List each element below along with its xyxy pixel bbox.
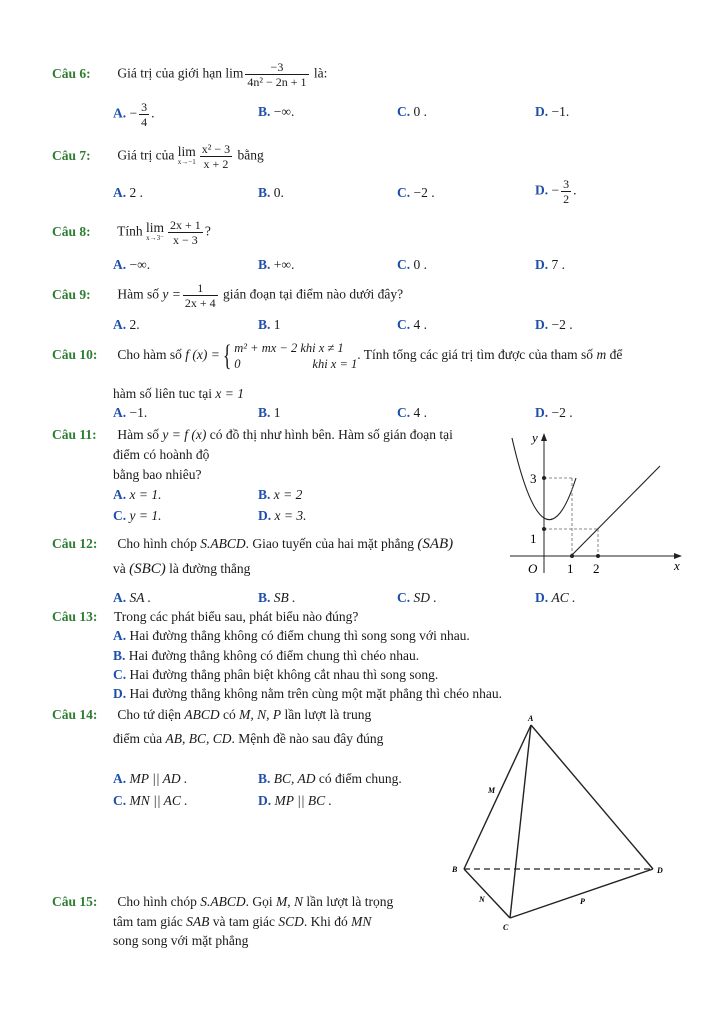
option-letter: B.: [258, 317, 271, 332]
option-value: MP || AD .: [129, 771, 188, 786]
option-letter: C.: [113, 667, 127, 682]
fraction: [561, 177, 571, 206]
question-tail: ?: [204, 223, 211, 239]
question-label: Câu 15:: [52, 894, 98, 909]
question-label: Câu 7:: [52, 147, 91, 163]
option-letter: A.: [113, 487, 127, 502]
question-text: Hàm số: [117, 427, 159, 442]
option-value: −1.: [129, 405, 148, 420]
option-value: Hai đường thẳng không có điểm chung thì song song với nhau.: [129, 628, 470, 643]
option-c[interactable]: [397, 185, 435, 201]
vertex-label-a: A: [528, 714, 534, 723]
option-value: 0.: [273, 185, 284, 200]
math-expr: SAB: [186, 914, 210, 929]
numerator: x² − 3: [201, 142, 231, 156]
option-d[interactable]: [535, 104, 569, 120]
denominator: 4: [141, 115, 148, 129]
option-letter: B.: [258, 590, 271, 605]
question-14: [52, 707, 371, 723]
math-expr: (SAB): [417, 536, 454, 552]
question-text: Trong các phát biểu sau, phát biểu nào đúng?: [114, 609, 359, 624]
question-11-line3: bằng bao nhiêu?: [113, 467, 202, 482]
question-text: Cho tứ diện: [117, 707, 181, 722]
function-name: f (x) =: [185, 347, 220, 363]
option-b[interactable]: [258, 257, 294, 273]
point-label-n: N: [479, 895, 485, 904]
option-letter: C.: [397, 185, 411, 200]
question-label: Câu 12:: [52, 536, 98, 551]
option-value: 2.: [129, 317, 140, 332]
option-value: −2 .: [551, 317, 573, 332]
option-d[interactable]: D. − $\frac{3}{2}$ .: [535, 177, 577, 206]
option-value: Hai đường thẳng không nằm trên cùng một mặt phẳng thì chéo nhau.: [129, 686, 503, 701]
question-7: [52, 142, 264, 171]
option-c[interactable]: [397, 317, 427, 333]
edge-bc: [464, 869, 510, 918]
option-value: −2 .: [551, 405, 573, 420]
option-letter: A.: [113, 771, 127, 786]
math-expr: SCD: [278, 914, 304, 929]
question-8: [52, 218, 211, 247]
question-15-line3: song song với mặt phẳng: [113, 933, 249, 948]
denominator: 2: [563, 192, 570, 206]
option-value: 1: [273, 317, 281, 332]
option-letter: B.: [258, 771, 271, 786]
denominator: 4n² − 2n + 1: [247, 75, 307, 89]
option-letter: D.: [258, 508, 272, 523]
math-expr: ABCD: [184, 707, 220, 722]
lim-operator: [146, 219, 165, 243]
question-tail: . Tính tổng các giá trị tìm được của tham số: [357, 347, 594, 363]
option-a[interactable]: [113, 771, 187, 787]
option-letter: B.: [258, 487, 271, 502]
option-letter: D.: [535, 405, 549, 420]
question-text: Hàm số: [117, 286, 159, 302]
point-label-p: P: [580, 897, 585, 906]
question-label: Câu 13:: [52, 609, 98, 624]
line-text: hàm số liên tuc tại: [113, 386, 212, 401]
option-a[interactable]: [113, 487, 161, 503]
option-b[interactable]: [258, 317, 281, 333]
question-label: Câu 9:: [52, 286, 91, 302]
question-10-line2: [113, 386, 244, 402]
option-b[interactable]: [258, 771, 402, 787]
numerator: 3: [141, 100, 148, 114]
fraction: [200, 142, 232, 171]
option-d[interactable]: [535, 405, 573, 421]
option-letter: C.: [397, 405, 411, 420]
math-expr: x = 1: [215, 386, 244, 401]
option-value: −: [129, 105, 138, 121]
option-value: −2 .: [413, 185, 435, 200]
piecewise: [234, 340, 357, 372]
question-11-line2: điểm có hoành độ: [113, 447, 210, 462]
question-text: Giá trị của giới hạn: [117, 65, 222, 81]
option-letter: A.: [113, 317, 127, 332]
math-expr: N: [294, 894, 304, 909]
question-14-line2: [113, 731, 383, 747]
option-letter: B.: [258, 185, 271, 200]
edge-ab: [464, 725, 531, 869]
question-tail: . Giao tuyến của hai mặt phẳng: [245, 536, 414, 551]
option-c[interactable]: [397, 405, 427, 421]
option-value: 4 .: [413, 405, 427, 420]
option-letter: D.: [535, 590, 549, 605]
option-letter: D.: [535, 257, 549, 272]
line-text: . Mệnh đề nào sau đây đúng: [231, 731, 384, 746]
denominator: x + 2: [203, 157, 229, 171]
lim-operator: [177, 143, 196, 167]
option-value: 2 .: [129, 185, 143, 200]
option-value: SD .: [413, 590, 437, 605]
math-expr: S.ABCD: [200, 894, 246, 909]
math-expr: AB, BC, CD: [165, 731, 232, 746]
option-letter: D.: [258, 793, 272, 808]
tetrahedron-figure: [450, 712, 680, 937]
line-text: lần lượt là trung: [284, 707, 372, 722]
option-letter: D.: [535, 182, 549, 198]
line-text: tâm tam giác: [113, 914, 183, 929]
option-value: BC, AD: [273, 771, 316, 786]
option-value: x = 3.: [274, 508, 307, 523]
option-d[interactable]: [258, 508, 306, 524]
option-c[interactable]: [113, 793, 188, 809]
line-text: và: [113, 561, 126, 576]
option-value: 0 .: [413, 257, 427, 272]
option-a[interactable]: [113, 628, 470, 644]
line-text: và tam giác: [212, 914, 275, 929]
option-value: Hai đường thẳng phân biệt không cắt nhau thì song song.: [129, 667, 439, 682]
tick-label: 1: [567, 561, 574, 576]
option-value: −: [551, 182, 560, 198]
option-letter: A.: [113, 628, 127, 643]
option-d[interactable]: [535, 317, 573, 333]
option-b[interactable]: [258, 405, 281, 421]
option-letter: B.: [258, 257, 271, 272]
option-c[interactable]: [397, 104, 427, 120]
numerator: 3: [563, 177, 570, 191]
option-value: 7 .: [551, 257, 565, 272]
vertex-label-d: D: [657, 866, 663, 875]
option-b[interactable]: [258, 185, 284, 201]
question-text: Giá trị của: [117, 147, 175, 163]
option-value: SB .: [273, 590, 296, 605]
question-9: [52, 281, 403, 310]
question-tail: gián đoạn tại điểm nào dưới đây?: [223, 286, 404, 302]
fraction: [139, 100, 149, 129]
option-letter: A.: [113, 185, 127, 200]
option-letter: A.: [113, 105, 127, 121]
math-expr: MN: [351, 914, 372, 929]
edge-ac: [510, 725, 531, 918]
option-letter: B.: [258, 104, 271, 119]
option-value: SA .: [129, 590, 152, 605]
option-a[interactable]: [113, 590, 151, 606]
tick-label: 1: [530, 531, 537, 546]
tick-label: 3: [530, 471, 537, 486]
option-a[interactable]: [113, 185, 143, 201]
question-label: Câu 8:: [52, 223, 91, 239]
line-text: lần lượt là trọng: [306, 894, 394, 909]
option-value: −∞.: [273, 104, 295, 119]
question-label: Câu 11:: [52, 427, 97, 442]
option-b[interactable]: [258, 104, 294, 120]
point: [596, 554, 600, 558]
line-text: điểm của: [113, 731, 163, 746]
vertex-label-b: B: [452, 865, 458, 874]
option-a[interactable]: A. − $\frac{3}{4}$ .: [113, 100, 155, 129]
option-d[interactable]: [258, 793, 332, 809]
option-letter: B.: [258, 405, 271, 420]
option-letter: D.: [113, 686, 127, 701]
option-a[interactable]: [113, 405, 147, 421]
numerator: −3: [245, 60, 308, 75]
numerator: 2x + 1: [170, 218, 201, 232]
option-value: y = 1.: [129, 508, 162, 523]
option-letter: C.: [397, 104, 411, 119]
option-letter: A.: [113, 257, 127, 272]
question-15-line2: [113, 914, 371, 930]
option-letter: A.: [113, 590, 127, 605]
option-value: AC .: [551, 590, 576, 605]
option-value: 0 .: [413, 104, 427, 119]
question-text: Cho hàm số: [117, 347, 182, 363]
option-value: MP || BC .: [274, 793, 332, 808]
option-c[interactable]: [113, 667, 438, 683]
option-d[interactable]: [535, 257, 565, 273]
denominator: 2x + 4: [184, 296, 216, 310]
math-expr: M, N, P: [239, 707, 282, 722]
numerator: 1: [183, 281, 218, 296]
question-11: [52, 427, 453, 443]
question-end: để: [609, 347, 623, 363]
point: [570, 554, 574, 558]
tick-label: 2: [593, 561, 600, 576]
option-a[interactable]: [113, 317, 140, 333]
option-c[interactable]: [397, 257, 427, 273]
line-text: có: [222, 707, 236, 722]
lim-word: lim: [177, 143, 196, 159]
fraction: [168, 218, 203, 247]
question-text: Cho hình chóp: [117, 894, 197, 909]
option-value: có điểm chung.: [318, 771, 402, 786]
option-d[interactable]: [535, 590, 576, 606]
math-expr: M: [276, 894, 288, 909]
option-c[interactable]: [113, 508, 161, 524]
x-axis-label: x: [674, 558, 680, 573]
option-value: x = 1.: [129, 487, 162, 502]
option-letter: C.: [397, 317, 411, 332]
question-12: [52, 536, 453, 553]
line-branch: [571, 466, 660, 556]
question-label: Câu 10:: [52, 347, 98, 363]
question-10: [52, 340, 622, 372]
question-tail: bằng: [237, 147, 264, 163]
option-letter: C.: [397, 590, 411, 605]
line-text: ,: [287, 894, 291, 909]
question-tail: có đồ thị như hình bên. Hàm số gián đoạn tại: [209, 427, 453, 442]
question-12-line2: [113, 561, 250, 578]
math-expr: S.ABCD: [200, 536, 246, 551]
option-value: −∞.: [129, 257, 151, 272]
option-letter: C.: [113, 508, 127, 523]
option-value: x = 2: [273, 487, 303, 502]
function-name: y = f (x): [162, 427, 207, 442]
function-graph: [500, 428, 690, 578]
point: [542, 476, 546, 480]
option-c[interactable]: [397, 590, 437, 606]
option-b[interactable]: [258, 487, 302, 503]
question-6: [52, 60, 327, 89]
point: [542, 527, 546, 531]
option-letter: D.: [535, 104, 549, 119]
origin-label: O: [528, 561, 538, 576]
option-letter: C.: [113, 793, 127, 808]
y-axis-arrow-icon: [541, 433, 547, 441]
option-value: −1.: [551, 104, 570, 119]
option-value: 1: [273, 405, 281, 420]
option-b[interactable]: [258, 590, 296, 606]
y-axis-label: y: [532, 430, 538, 445]
lim-subscript: x→−1: [177, 157, 196, 166]
line-text: . Gọi: [245, 894, 273, 909]
option-value: Hai đường thẳng không có điểm chung thì chéo nhau.: [128, 648, 420, 663]
option-value: 4 .: [413, 317, 427, 332]
question-15: [52, 894, 393, 910]
fraction: [245, 60, 308, 89]
vertex-label-c: C: [503, 923, 509, 932]
option-letter: D.: [535, 317, 549, 332]
line-text: là đường thẳng: [169, 561, 251, 576]
option-a[interactable]: [113, 257, 150, 273]
edge-cd: [510, 869, 653, 918]
question-label: Câu 6:: [52, 65, 91, 81]
point-label-m: M: [488, 786, 496, 795]
option-letter: B.: [113, 648, 126, 663]
piece-1: m² + mx − 2 khi x ≠ 1: [234, 341, 344, 355]
edge-ad: [531, 725, 653, 869]
option-d[interactable]: [113, 686, 502, 702]
line-text: . Khi đó: [303, 914, 348, 929]
option-b[interactable]: [113, 648, 419, 664]
option-value: MN || AC .: [129, 793, 188, 808]
lim-subscript: x→3⁻: [146, 233, 164, 242]
option-letter: A.: [113, 405, 127, 420]
lim-word: lim: [146, 219, 165, 235]
parameter: m: [596, 347, 607, 363]
denominator: x − 3: [173, 233, 198, 247]
question-text: Cho hình chóp: [117, 536, 197, 551]
math-expr: (SBC): [129, 561, 166, 577]
lim-operator: lim: [225, 65, 244, 81]
question-label: Câu 14:: [52, 707, 98, 722]
piece-2: 0 khi x = 1: [234, 357, 358, 371]
question-tail: là:: [313, 65, 328, 81]
brace-icon: {: [222, 339, 232, 372]
question-13: [52, 609, 358, 625]
question-text: Tính: [117, 223, 143, 239]
option-value: +∞.: [273, 257, 295, 272]
fraction: [183, 281, 218, 310]
function-name: y =: [162, 286, 181, 302]
option-letter: C.: [397, 257, 411, 272]
